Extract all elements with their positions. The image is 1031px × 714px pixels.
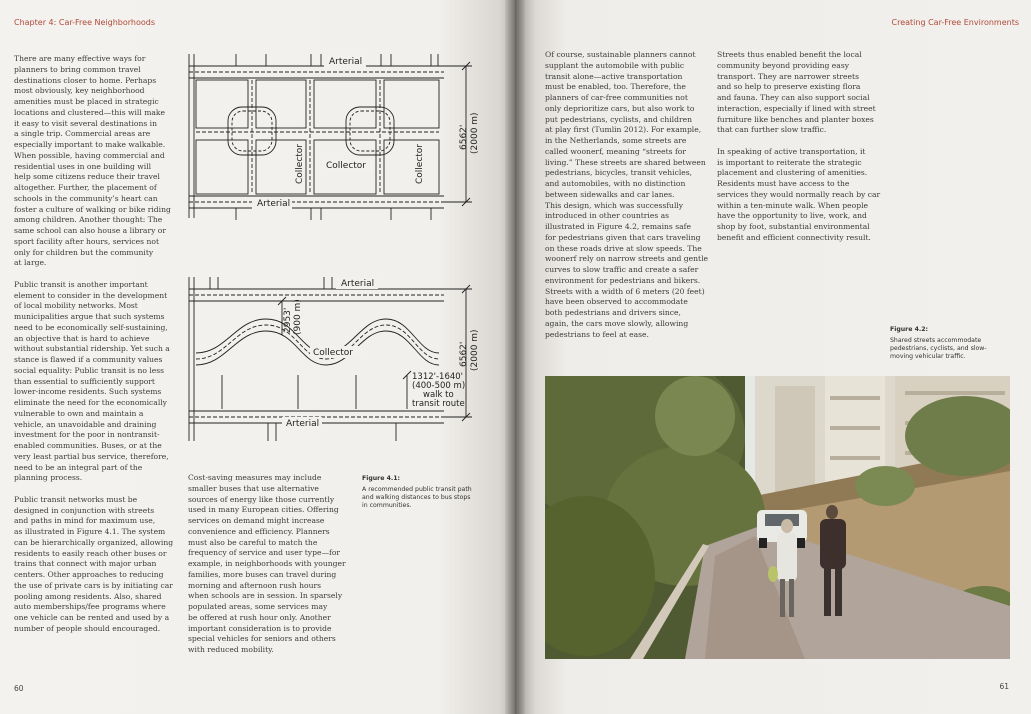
arterial-top-label-2: Arterial <box>341 279 375 289</box>
left-page <box>0 0 515 714</box>
arterial-bottom-label: Arterial <box>257 199 291 209</box>
figure-4-2-caption <box>890 326 1020 361</box>
dimension-left-ft: 2953' <box>283 307 293 333</box>
chapter-header: Chapter 4: Car-Free Neighborhoods <box>14 18 156 27</box>
dimension-m-label-2: (2000 m) <box>470 329 480 371</box>
figure-4-1-bottom-diagram <box>186 275 486 445</box>
arterial-top-label: Arterial <box>329 57 363 67</box>
walk-distance-ft: 1312'-1640' <box>412 372 464 382</box>
right-body-column-1: Of course, sustainable planners cannot supplant the automobile with public transit alone—active transportation must be enabled, too. Therefore, the planners of car-free communities not only deprioritize cars, but also work to put pedestrians, cyclists, and children at play first (Tumlin 2012). For example, in the Netherlands, some streets are called woonerf, meaning “streets for living.” These streets are shared between pedestrians, bicycles, transit vehicles, and automobiles, with no distinction between sidewalks and car lanes. This design, which was successfully introduced in other countries as illustrated in Figure 4.2, remains safe for pedestrians given that cars traveling on these roads drive at slow speeds. The woonerf rely on narrow streets and gentle curves to slow traffic and create a safer environment for pedestrians and bikers. Streets with a width of 6 meters (20 feet) have been observed to accommodate both pedestrians and drivers since, again, the cars move slowly, allowing pedestrians to feel at ease. <box>545 50 709 339</box>
collector-right-label: Collector <box>415 143 425 184</box>
collector-left-label: Collector <box>295 143 305 184</box>
left-body-column-2: Cost-saving measures may include smaller buses that use alternative sources of energy like those currently used in many European cities. Offering services on demand might increase convenience and efficiency. Planners must also be careful to match the frequency of service and user type—for example, in neighborhoods with younger families, more buses can travel during morning and afternoon rush hours when schools are in session. In sparsely populated areas, some services may be offered at rush hour only. Another important consideration is to provide special vehicles for seniors and others with reduced mobility. <box>188 473 346 654</box>
collector-center-label: Collector <box>326 161 367 171</box>
right-body-column-2: Streets thus enabled benefit the local community beyond providing easy transport. They are narrower streets and so help to preserve existing flora and fauna. They can also support social interaction, especially if lined with street furniture like benches and planter boxes that can further slow traffic. In speaking of active transportation, it is important to reiterate the strategic placement and clustering of amenities. Residents must have access to the services they would normally reach by car within a ten-minute walk. When people have the opportunity to live, work, and shop by foot, substantial environmental benefit and efficient connectivity result. <box>717 50 881 242</box>
figure-4-1-title: Figure 4.1: <box>362 475 401 482</box>
figure-4-2-title: Figure 4.2: <box>890 326 929 333</box>
figure-4-1-text: A recommended public transit path and walking distances to bus stops in communities. <box>362 486 472 509</box>
walk-distance-m: (400-500 m) <box>412 381 466 391</box>
dimension-ft-label-2: 6562' <box>459 341 469 367</box>
page-number-left: 60 <box>14 684 24 693</box>
dimension-ft-label: 6562' <box>459 124 469 150</box>
page-number-right: 61 <box>999 682 1009 691</box>
figure-4-1-top-diagram <box>186 52 486 222</box>
left-body-column-1: There are many effective ways for planners to bring common travel destinations closer to home. Perhaps most obviously, key neighborhood amenities must be placed in strategic locations and clustered—this will make it easy to visit several destinations in a single trip. Commercial areas are especially important to make walkable. When possible, having commercial and residential uses in one building will help some citizens reduce their travel altogether. Further, the placement of schools in the community’s heart can foster a culture of walking or bike riding among children. Another thought: The same school can also house a library or sport facility after hours, services not only for children but the community at large. Public transit is another important element to consider in the development of local mobility networks. Most municipalities argue that such systems need to be economically self-sustaining, an objective that is hard to achieve without substantial ridership. Yet such a stance is flawed if a community values social equality: Public transit is no less than essential to sufficiently support lower-income residents. Such systems eliminate the need for the economically vulnerable to own and maintain a vehicle, an unavoidable and draining investment for the poor in nontransit- enabled communities. Buses, or at the very least partial bus service, therefore, need to be an integral part of the planning process. Public transit networks must be designed in conjunction with streets and paths in mind for maximum use, as illustrated in Figure 4.1. The system can be hierarchically organized, allowing residents to easily reach other buses or trains that connect with major urban centers. Other approaches to reducing the use of private cars is by initiating car pooling among residents. Also, shared auto memberships/fee programs where one vehicle can be rented and used by a number of people should encouraged. <box>14 54 174 633</box>
figure-4-2-text: Shared streets accommodate pedestrians, cyclists, and slow- moving vehicular traffic. <box>890 337 987 360</box>
arterial-bottom-label-2: Arterial <box>286 419 320 429</box>
dimension-m-label: (2000 m) <box>470 112 480 154</box>
dimension-left-m: (900 m) <box>293 299 303 335</box>
figure-4-2-photo <box>545 376 1010 659</box>
collector-label-2: Collector <box>313 348 354 358</box>
transit-route-label: transit route <box>412 399 465 409</box>
book-gutter <box>505 0 525 714</box>
walk-to-label: walk to <box>423 390 454 400</box>
figure-4-1-caption <box>362 475 492 510</box>
section-header: Creating Car-Free Environments <box>891 18 1019 27</box>
